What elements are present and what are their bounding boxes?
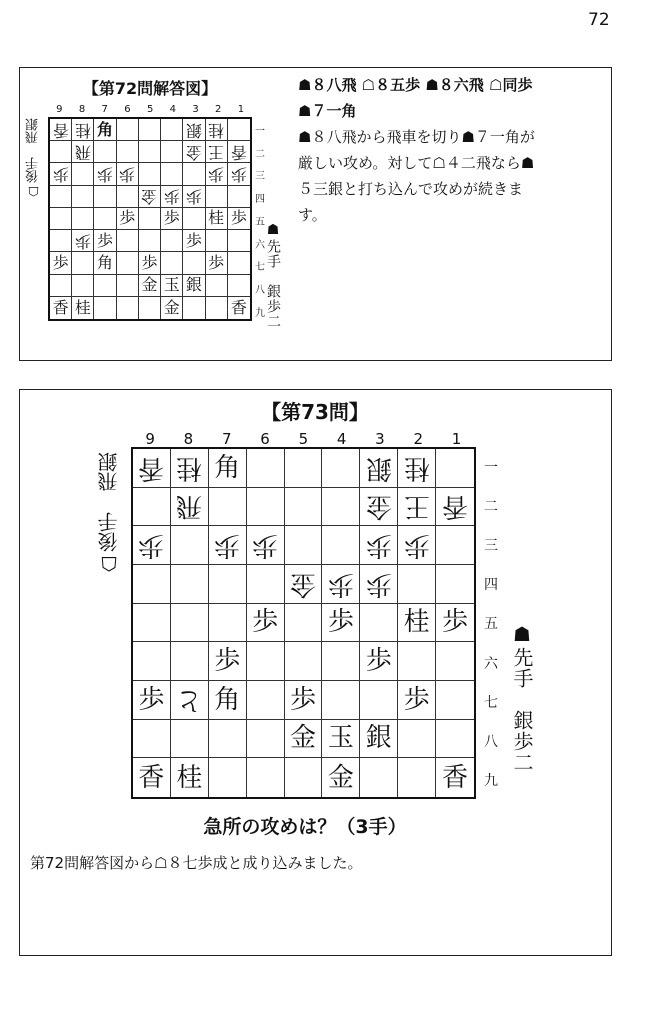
board-square (117, 297, 139, 319)
column-label: 7 (221, 430, 232, 448)
board-square (117, 275, 139, 297)
shogi-piece: 角 (214, 684, 241, 715)
answer-comment-line: 厳しい攻め。対して☖４二飛なら☗ (298, 154, 535, 172)
board-square (183, 119, 205, 141)
shogi-piece: 歩 (214, 646, 241, 677)
board-square (133, 604, 171, 643)
board-square (206, 119, 228, 141)
board-square (133, 488, 171, 527)
shogi-piece: 銀 (365, 723, 392, 754)
shogi-piece: 歩 (185, 230, 202, 250)
board-square (72, 230, 94, 252)
answer-board (48, 117, 252, 321)
shogi-piece: 香 (442, 491, 469, 522)
row-label: 一 (484, 460, 498, 476)
shogi-piece: 桂 (403, 452, 430, 483)
shogi-piece: 歩 (230, 208, 247, 228)
board-square (322, 642, 360, 681)
board-square (94, 252, 116, 274)
column-label: 5 (298, 430, 309, 448)
column-label: 9 (56, 104, 63, 115)
shogi-piece: 金 (163, 297, 180, 317)
answer-comment-line: ☗８八飛から飛車を切り☗７一角が (298, 128, 535, 146)
board-square (436, 758, 474, 797)
shogi-piece: 香 (442, 762, 469, 793)
shogi-piece: 歩 (208, 252, 225, 272)
board-square (94, 186, 116, 208)
shogi-piece: 歩 (214, 530, 241, 561)
board-square (322, 604, 360, 643)
board-square (360, 642, 398, 681)
board-square (398, 720, 436, 759)
shogi-piece: 歩 (403, 530, 430, 561)
board-square (228, 119, 250, 141)
shogi-piece: 歩 (327, 607, 354, 638)
column-label: 8 (78, 104, 86, 115)
board-square (398, 642, 436, 681)
row-label: 四 (255, 194, 265, 206)
board-square (72, 163, 94, 185)
board-square (94, 275, 116, 297)
board-square (436, 565, 474, 604)
board-square (228, 163, 250, 185)
board-square (133, 642, 171, 681)
board-square (285, 604, 323, 643)
shogi-piece: 歩 (365, 568, 392, 599)
shogi-piece: 桂 (74, 120, 91, 140)
board-square (322, 449, 360, 488)
board-square (206, 275, 228, 297)
board-square (139, 252, 161, 274)
row-label: 二 (255, 148, 265, 160)
board-square (322, 681, 360, 720)
board-square (398, 526, 436, 565)
board-square (228, 230, 250, 252)
board-square (171, 488, 209, 527)
column-label: 2 (215, 104, 222, 115)
board-square (322, 488, 360, 527)
row-label: 七 (255, 262, 265, 274)
board-square (247, 488, 285, 527)
board-square (398, 488, 436, 527)
answer-comment-line: ５三銀と打ち込んで攻めが続きま (298, 180, 524, 198)
shogi-piece: 玉 (327, 723, 354, 754)
board-square (117, 252, 139, 274)
board-square (139, 297, 161, 319)
board-square (285, 681, 323, 720)
shogi-piece: と (176, 684, 203, 715)
board-square (94, 141, 116, 163)
board-square (161, 275, 183, 297)
shogi-piece: 歩 (442, 607, 469, 638)
shogi-piece: 歩 (52, 165, 69, 185)
board-square (171, 604, 209, 643)
page-number: 72 (588, 10, 610, 30)
shogi-piece: 王 (208, 142, 225, 162)
board-square (72, 186, 94, 208)
answer-sente-hand: ☗先手 銀歩二 (265, 222, 281, 329)
shogi-piece: 飛 (74, 142, 91, 162)
board-square (436, 449, 474, 488)
board-square (72, 252, 94, 274)
board-square (72, 141, 94, 163)
board-square (285, 449, 323, 488)
problem-board (131, 447, 476, 799)
board-square (247, 720, 285, 759)
board-square (50, 275, 72, 297)
answer-gote-hand: ☖後手 飛銀 (26, 118, 41, 198)
column-label: 5 (146, 104, 154, 115)
shogi-piece: 桂 (403, 607, 430, 638)
board-square (183, 186, 205, 208)
board-square (398, 565, 436, 604)
board-square (206, 186, 228, 208)
board-square (139, 230, 161, 252)
board-square (398, 758, 436, 797)
board-square (94, 230, 116, 252)
board-square (183, 230, 205, 252)
board-square (171, 449, 209, 488)
board-square (161, 186, 183, 208)
board-square (50, 208, 72, 230)
column-label: 1 (451, 430, 462, 448)
board-square (209, 565, 247, 604)
board-square (183, 208, 205, 230)
shogi-piece: 歩 (74, 231, 91, 251)
board-square (209, 449, 247, 488)
row-label: 三 (255, 171, 265, 183)
shogi-piece: 王 (403, 491, 430, 522)
shogi-piece: 歩 (119, 208, 136, 228)
board-square (247, 604, 285, 643)
board-square (436, 642, 474, 681)
board-square (171, 720, 209, 759)
board-square (322, 758, 360, 797)
board-square (285, 565, 323, 604)
board-square (360, 488, 398, 527)
board-square (50, 252, 72, 274)
board-square (247, 565, 285, 604)
shogi-piece: 歩 (163, 208, 180, 228)
column-label: 3 (192, 104, 199, 115)
board-square (139, 275, 161, 297)
row-label: 六 (484, 655, 498, 672)
shogi-piece: 歩 (365, 530, 392, 561)
shogi-piece: 金 (185, 142, 202, 162)
board-square (94, 163, 116, 185)
board-square (133, 720, 171, 759)
board-square (171, 681, 209, 720)
answer-moves-line-2: ☗７一角 (298, 102, 357, 120)
shogi-piece: 歩 (327, 568, 354, 599)
shogi-piece: 金 (327, 762, 354, 793)
shogi-piece: 歩 (138, 530, 165, 561)
row-label: 六 (255, 239, 265, 251)
shogi-piece: 金 (141, 275, 158, 295)
board-square (50, 297, 72, 319)
board-square (322, 565, 360, 604)
board-square (398, 449, 436, 488)
board-square (228, 208, 250, 230)
column-label: 8 (183, 430, 194, 448)
board-square (161, 208, 183, 230)
board-square (139, 119, 161, 141)
column-label: 6 (260, 430, 270, 448)
shogi-piece: 歩 (403, 684, 430, 715)
board-square (50, 119, 72, 141)
board-square (161, 163, 183, 185)
board-square (117, 230, 139, 252)
board-square (161, 230, 183, 252)
board-square (247, 449, 285, 488)
problem-title: 【第73問】 (261, 400, 369, 424)
shogi-piece: 香 (52, 120, 69, 140)
board-square (171, 565, 209, 604)
board-square (171, 642, 209, 681)
board-square (206, 230, 228, 252)
board-square (285, 720, 323, 759)
board-square (436, 526, 474, 565)
board-square (228, 275, 250, 297)
column-label: 3 (375, 430, 385, 448)
shogi-piece: 歩 (141, 252, 158, 272)
board-square (228, 252, 250, 274)
answer-comment-line: す。 (298, 206, 327, 224)
row-label: 九 (255, 307, 265, 319)
column-label: 4 (169, 104, 177, 115)
board-square (360, 449, 398, 488)
board-square (117, 208, 139, 230)
column-label: 7 (101, 104, 108, 115)
shogi-piece: 香 (230, 297, 247, 317)
board-square (285, 488, 323, 527)
board-square (209, 488, 247, 527)
shogi-piece: 金 (365, 491, 392, 522)
board-square (72, 275, 94, 297)
board-square (360, 758, 398, 797)
board-square (117, 141, 139, 163)
problem-question: 急所の攻めは？（3手） (203, 816, 407, 838)
board-square (285, 642, 323, 681)
board-square (322, 526, 360, 565)
board-square (206, 297, 228, 319)
board-square (94, 208, 116, 230)
row-label: 九 (484, 772, 498, 789)
board-square (360, 526, 398, 565)
board-square (72, 208, 94, 230)
board-square (133, 449, 171, 488)
board-square (161, 141, 183, 163)
shogi-piece: 飛 (176, 491, 203, 522)
shogi-piece: 金 (289, 568, 316, 599)
shogi-piece: 歩 (230, 165, 247, 185)
shogi-piece: 銀 (185, 120, 202, 140)
board-square (133, 681, 171, 720)
board-square (285, 526, 323, 565)
board-square (398, 681, 436, 720)
board-square (209, 642, 247, 681)
shogi-piece: 金 (141, 187, 158, 207)
column-label: 1 (237, 104, 245, 115)
board-square (436, 720, 474, 759)
board-square (322, 720, 360, 759)
board-square (228, 141, 250, 163)
board-square (228, 186, 250, 208)
row-label: 八 (255, 284, 265, 296)
column-label: 6 (124, 104, 131, 115)
shogi-piece: 銀 (185, 275, 202, 295)
column-label: 2 (413, 430, 424, 448)
board-square (161, 119, 183, 141)
board-square (247, 526, 285, 565)
shogi-piece: 角 (214, 452, 241, 483)
board-square (360, 604, 398, 643)
problem-gote-hand: ☖後手 飛銀 (97, 452, 121, 576)
shogi-piece: 玉 (163, 275, 180, 295)
board-square (161, 252, 183, 274)
board-square (50, 141, 72, 163)
row-label: 五 (484, 616, 498, 633)
board-square (436, 681, 474, 720)
board-square (139, 141, 161, 163)
shogi-piece: 桂 (208, 120, 225, 140)
board-square (139, 208, 161, 230)
board-square (360, 681, 398, 720)
shogi-piece: 香 (138, 762, 165, 793)
board-square (206, 252, 228, 274)
board-square (139, 163, 161, 185)
board-square (183, 141, 205, 163)
board-square (133, 526, 171, 565)
board-square (285, 758, 323, 797)
board-square (161, 297, 183, 319)
board-square (183, 252, 205, 274)
board-square (117, 163, 139, 185)
board-square (183, 275, 205, 297)
shogi-piece: 香 (52, 297, 69, 317)
board-square (209, 604, 247, 643)
board-square (247, 642, 285, 681)
row-label: 八 (484, 733, 498, 750)
shogi-piece: 歩 (252, 530, 279, 561)
board-square (117, 186, 139, 208)
board-square (398, 604, 436, 643)
shogi-piece: 歩 (97, 165, 114, 185)
shogi-piece: 桂 (74, 297, 91, 317)
shogi-piece: 香 (230, 142, 247, 162)
board-square (50, 186, 72, 208)
board-square (360, 720, 398, 759)
board-square (436, 604, 474, 643)
board-square (360, 565, 398, 604)
row-label: 七 (484, 694, 498, 711)
shogi-piece: 歩 (365, 646, 392, 677)
board-square (133, 565, 171, 604)
board-square (209, 526, 247, 565)
shogi-piece: 歩 (138, 684, 165, 715)
row-label: 二 (484, 499, 498, 516)
shogi-piece: 歩 (185, 187, 202, 207)
board-square (72, 297, 94, 319)
answer-moves-line-1: ☗８八飛 ☖８五歩 ☗８六飛 ☖同歩 (298, 76, 533, 94)
board-square (50, 230, 72, 252)
shogi-piece: 桂 (176, 762, 203, 793)
shogi-piece: 歩 (208, 165, 225, 185)
board-square (206, 208, 228, 230)
board-square (209, 681, 247, 720)
shogi-piece: 香 (138, 452, 165, 483)
board-square (209, 720, 247, 759)
shogi-piece: 桂 (208, 208, 225, 228)
row-label: 四 (484, 577, 498, 594)
board-square (94, 119, 116, 141)
board-square (72, 119, 94, 141)
shogi-piece: 歩 (52, 252, 69, 272)
shogi-piece: 歩 (97, 230, 114, 250)
answer-explanation (298, 72, 598, 228)
board-square (206, 141, 228, 163)
board-square (183, 297, 205, 319)
shogi-piece: 桂 (176, 452, 203, 483)
board-square (209, 758, 247, 797)
row-label: 一 (255, 126, 265, 137)
board-square (117, 119, 139, 141)
answer-diagram-title: 【第72問解答図】 (82, 79, 218, 98)
shogi-piece: 歩 (252, 607, 279, 638)
row-label: 五 (255, 216, 265, 228)
board-square (183, 163, 205, 185)
board-square (133, 758, 171, 797)
shogi-piece: 銀 (365, 452, 392, 483)
row-label: 三 (484, 538, 498, 555)
shogi-piece: 歩 (289, 684, 316, 715)
board-square (94, 297, 116, 319)
shogi-piece: 歩 (163, 187, 180, 207)
board-square (171, 758, 209, 797)
shogi-piece: 角 (97, 119, 114, 139)
board-square (171, 526, 209, 565)
board-square (247, 758, 285, 797)
shogi-piece: 角 (97, 252, 114, 272)
board-square (139, 186, 161, 208)
column-label: 4 (336, 430, 347, 448)
column-label: 9 (145, 430, 155, 448)
shogi-piece: 金 (289, 723, 316, 754)
board-square (228, 297, 250, 319)
problem-note: 第72問解答図から☖８七歩成と成り込みました。 (30, 854, 363, 872)
board-square (247, 681, 285, 720)
board-square (206, 163, 228, 185)
board-square (50, 163, 72, 185)
problem-sente-hand: ☗先手 銀歩二 (510, 622, 534, 773)
shogi-piece: 歩 (119, 165, 136, 185)
board-square (436, 488, 474, 527)
